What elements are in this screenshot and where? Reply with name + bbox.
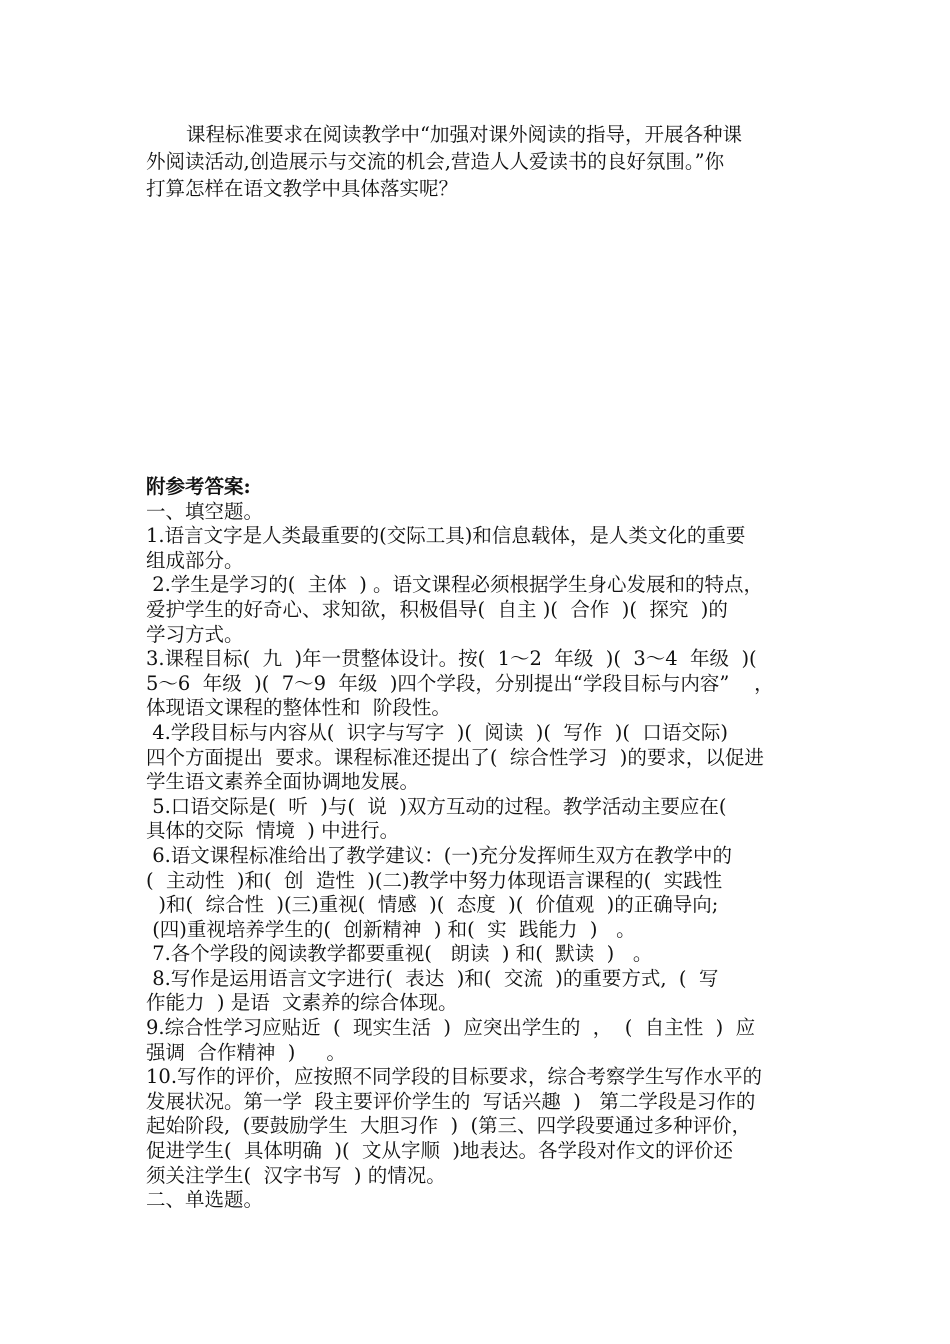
answer-line: 1.语言文字是人类最重要的(交际工具)和信息载体，是人类文化的重要 [146, 524, 746, 548]
section-heading-fill-blank: 一、填空题。 [146, 499, 264, 523]
answer-line: 4.学段目标与内容从( 识字与写字 )( 阅读 )( 写作 )( 口语交际) [146, 720, 728, 744]
answer-line: 发展状况。第一学 段主要评价学生的 写话兴趣 ) 第二学段是习作的 [146, 1089, 756, 1113]
answer-line: ( 主动性 )和( 创 造性 )(二)教学中努力体现语言课程的( 实践性 [146, 868, 723, 892]
answers-title: 附参考答案: [146, 475, 251, 498]
answer-line: 6.语文课程标准给出了教学建议：(一)充分发挥师生双方在教学中的 [146, 843, 733, 867]
answer-line: 促进学生( 具体明确 )( 文从字顺 )地表达。各学段对作文的评价还 [146, 1139, 734, 1163]
answer-line: 作能力 ) 是语 文素养的综合体现。 [146, 991, 458, 1015]
answer-line: 9.综合性学习应贴近 ( 现实生活 ) 应突出学生的 ， ( 自主性 ) 应 [146, 1016, 756, 1040]
question-line: 外阅读活动,创造展示与交流的机会,营造人人爱读书的良好氛围。”你 [146, 150, 725, 173]
essay-question [146, 121, 836, 202]
answer-line: 学习方式。 [146, 622, 244, 646]
answer-line: 5.口语交际是( 听 )与( 说 )双方互动的过程。教学活动主要应在( [146, 794, 727, 818]
section-heading-single-choice: 二、单选题。 [146, 1188, 264, 1212]
document-page [146, 0, 836, 1344]
answer-line: 四个方面提出 要求。课程标准还提出了( 综合性学习 )的要求，以促进 [146, 745, 764, 769]
question-line: 课程标准要求在阅读教学中“加强对课外阅读的指导，开展各种课 [186, 123, 742, 146]
answer-line: 强调 合作精神 ) 。 [146, 1040, 346, 1064]
answer-line: 2.学生是学习的( 主体 ) 。语文课程必须根据学生身心发展和的特点， [146, 573, 764, 597]
answer-line: 8.写作是运用语言文字进行( 表达 )和( 交流 )的重要方式, ( 写 [146, 966, 719, 990]
answer-line: 具体的交际 情境 ) 中进行。 [146, 819, 400, 843]
answer-line: 组成部分。 [146, 548, 244, 572]
answer-lines [146, 524, 836, 1188]
reference-answers [146, 475, 836, 1213]
answer-line: )和( 综合性 )(三)重视( 情感 )( 态度 )( 价值观 )的正确导向; [146, 893, 719, 917]
answer-line: 体现语文课程的整体性和 阶段性。 [146, 696, 451, 720]
answer-line: (四)重视培养学生的( 创新精神 ) 和( 实 践能力 ) 。 [146, 917, 636, 941]
answer-line: 10.写作的评价，应按照不同学段的目标要求，综合考察学生写作水平的 [146, 1065, 763, 1089]
answer-line: 5～6 年级 )( 7～9 年级 )四个学段，分别提出“学段目标与内容” ， [146, 671, 774, 695]
answer-line: 学生语文素养全面协调地发展。 [146, 770, 420, 794]
answer-line: 起始阶段, (要鼓励学生 大胆习作 ) (第三、四学段要通过多种评价， [146, 1114, 752, 1138]
answer-line: 7.各个学段的阅读教学都要重视( 朗读 ) 和( 默读 ) 。 [146, 942, 653, 966]
question-line: 打算怎样在语文教学中具体落实呢？ [146, 177, 459, 200]
answer-line: 3.课程目标( 九 )年一贯整体设计。按( 1～2 年级 )( 3～4 年级 )( [146, 647, 757, 671]
answer-line: 爱护学生的好奇心、求知欲，积极倡导( 自主 )( 合作 )( 探究 )的 [146, 597, 728, 621]
answer-line: 须关注学生( 汉字书写 ) 的情况。 [146, 1163, 446, 1187]
